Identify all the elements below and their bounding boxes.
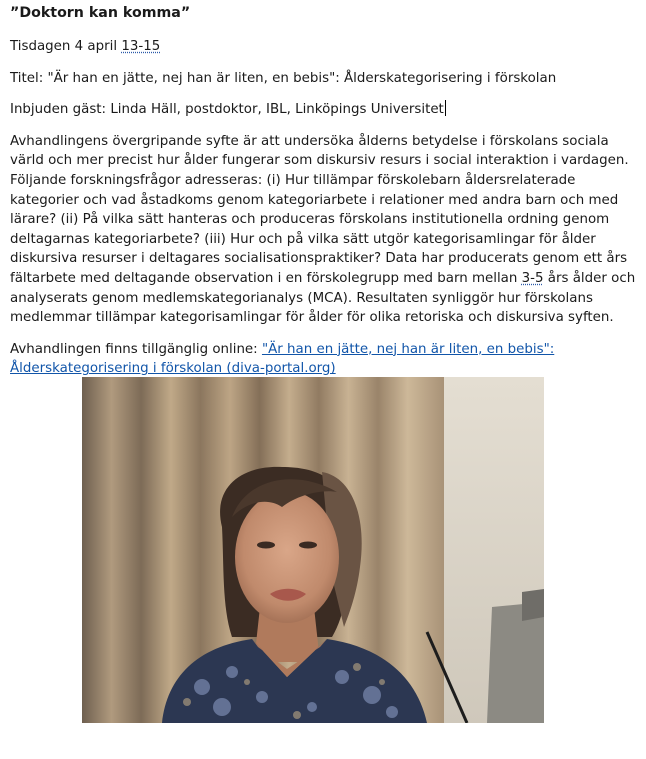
guest-line — [10, 100, 636, 120]
time-text: 13-15 — [121, 39, 161, 54]
online-text: Avhandlingen finns tillgänglig online: — [10, 341, 262, 357]
abstract-text-1: Avhandlingens övergripande syfte är att undersöka ålderns betydelse i förskolans sociala värld och mer precist hur ålder fungerar som diskursiv resurs i social interaktion i vardagen. Följande forskningsfrågor adresseras: (i) Hur tillämpar förskolebarn åldersrelaterade kategorier och vad åstadkoms genom kategoriarbete i relationer med andra barn och med lärare? (ii) På vilka sätt hanteras och produceras förskolans institutionella ordning genom deltagarnas kategoriarbete? (iii) Hur och på vilka sätt utgör kategorisamlingar för ålder diskursiva resurser i deltagares socialisationspraktiker? Data har producerats genom ett års fältarbete med deltagande observation i en förskolegrupp med barn mellan — [10, 133, 629, 286]
guest-text: Inbjuden gäst: Linda Häll, postdoktor, IBL, Linköpings Universitet — [10, 102, 444, 118]
date-line — [10, 37, 636, 57]
text-cursor — [445, 100, 446, 116]
online-line — [10, 340, 636, 379]
age-range-text: 3-5 — [521, 270, 544, 286]
topic-line: Titel: "Är han en jätte, nej han är liten, en bebis": Ålderskategorisering i förskolan — [10, 70, 557, 86]
face-shape — [235, 491, 339, 623]
abstract-paragraph — [10, 132, 636, 328]
furniture-shape — [487, 602, 544, 723]
portrait-photo — [82, 377, 544, 723]
abstract-text-2: års ålder och analyserats genom medlemskategorianalys (MCA). Resultaten synliggör hur förskolans medlemmar tillämpar kategorisamlingar för ålder för olika retoriska och diskursiva syften. — [10, 270, 636, 326]
date-text: Tisdagen 4 april — [10, 39, 122, 54]
document-title: ”Doktorn kan komma” — [10, 5, 191, 21]
dissertation-link[interactable]: "Är han en jätte, nej han är liten, en bebis": Ålderskategorisering i förskolan (diva-portal.org) — [10, 341, 555, 377]
document-body — [10, 4, 636, 391]
